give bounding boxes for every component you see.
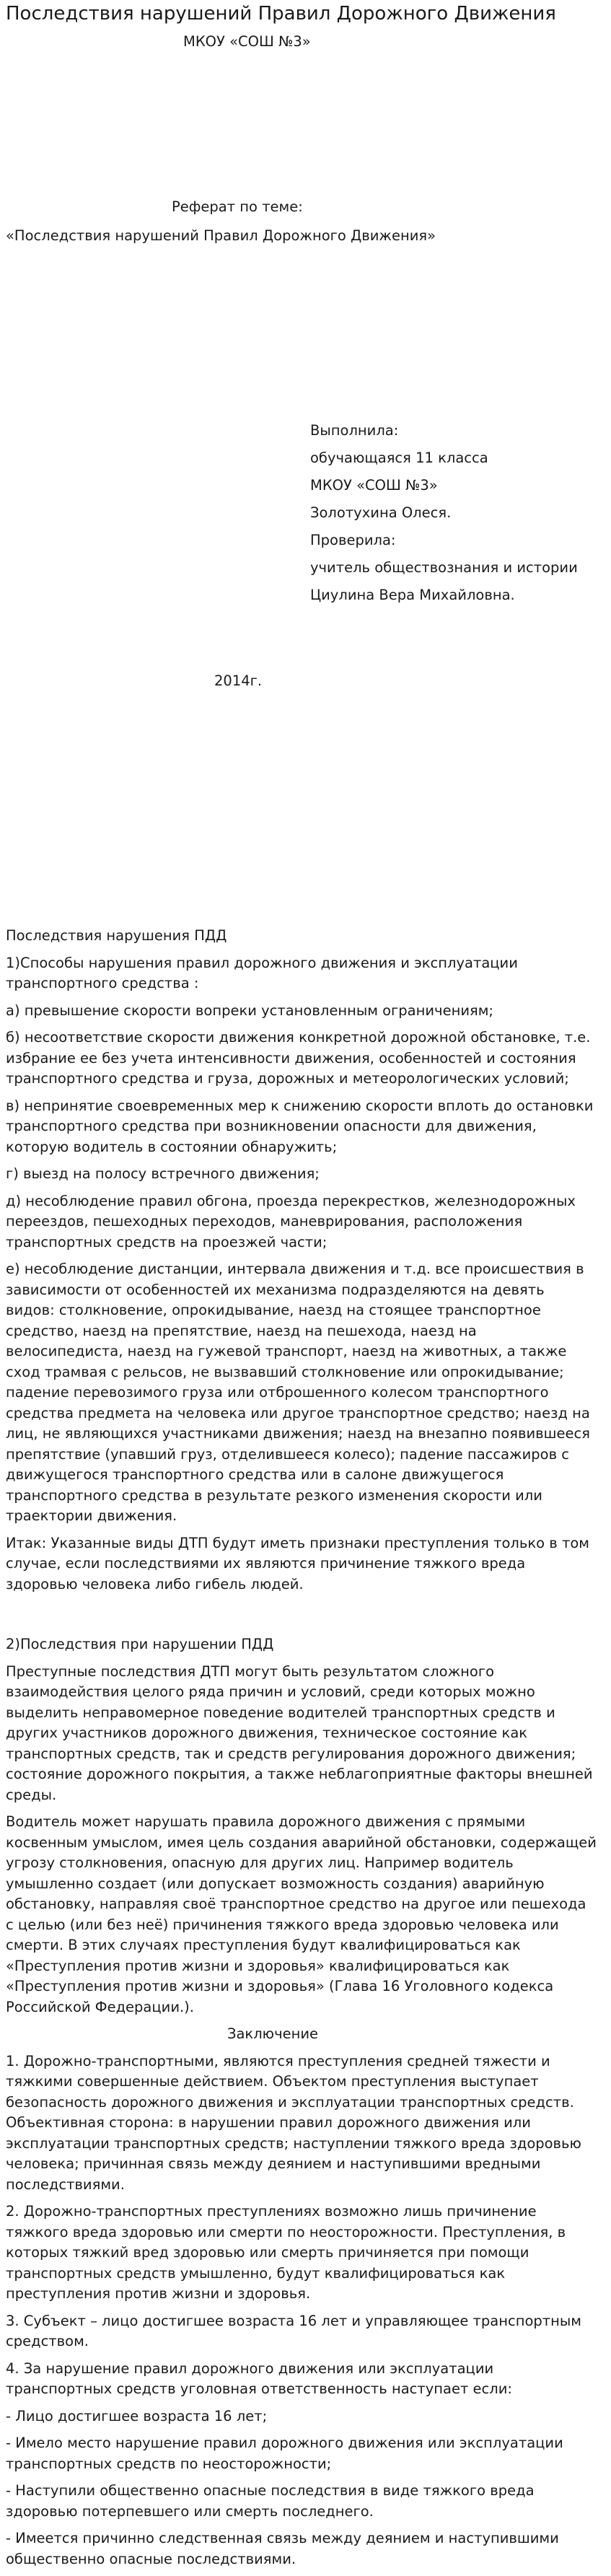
paragraph: 2. Дорожно-транспортных преступлениях возможно лишь причинение тяжкого вреда здоровью или смерти по неосторожности. Преступления, в которых тяжкий вред здоровью или смерть причиняется при помощи транспортных средств умышленно, будут квалифицироваться как преступления против жизни и здоровья. (6, 2203, 566, 2302)
report-topic: «Последствия нарушений Правил Дорожного Движения» (6, 227, 436, 244)
paragraph: 1)Способы нарушения правил дорожного движения и эксплуатации транспортного средства : (6, 954, 518, 991)
author-line: Выполнила: (310, 422, 399, 439)
list-item: в) непринятие своевременных мер к снижению скорости вплоть до остановки транспортного средства при возникновении опасности для движения, которую водитель в состоянии обнаружить; (6, 1097, 594, 1155)
paragraph: 1. Дорожно-транспортными, являются преступления средней тяжести и тяжкими совершенные действием. Объектом преступления выступает безопасность дорожного движения и эксплуатации транспортных средств. Объективная сторона: в нарушении правил дорожного движения или эксплуатации транспортных средств; наступлении тяжкого вреда здоровью человека; причинная связь между деянием и наступившими вредными последствиями. (6, 2052, 581, 2193)
section-heading: 2)Последствия при нарушении ПДД (6, 1636, 274, 1652)
list-item: - Имело место нарушение правил дорожного движения или эксплуатации транспортных средств по неосторожности; (6, 2435, 563, 2472)
conclusion-heading: Заключение (227, 2025, 319, 2042)
author-line: МКОУ «СОШ №3» (310, 477, 438, 494)
author-line: Циулина Вера Михайловна. (310, 587, 515, 603)
author-line: Проверила: (310, 532, 396, 548)
list-item: е) несоблюдение дистанции, интервала движения и т.д. все происшествия в зависимости от особенностей их механизма подразделяются на девять видов: столкновение, опрокидывание, наезд на стоящее транспортное средство, наезд на препятствие, наезд на пешехода, наезд на велосипедиста, наезд на гужевой транспорт, наезд на животных, а также сход трамвая с рельсов, не вызвавший столкновение или опрокидывание; падение перевозимого груза или отброшенного колесом транспортного средства предмета на человека или другое транспортное средство; наезд на лиц, не являющихся участниками движения; наезд на внезапно появившееся препятствие (упавший груз, отделившееся колесо); падение пассажиров с движущегося транспортного средства или в салоне движущегося транспортного средства в результате резкого изменения скорости или траектории движения. (6, 1261, 590, 1524)
list-item: б) несоответствие скорости движения конкретной дорожной обстановке, т.е. избрание ее без учета интенсивности движения, особенностей и состояния транспортного средства и груза, дорожных и метеорологических условий; (6, 1029, 591, 1087)
document-title: Последствия нарушений Правил Дорожного Движения (6, 3, 556, 25)
author-line: Золотухина Олеся. (310, 504, 452, 521)
list-item: а) превышение скорости вопреки установленным ограничениям; (6, 1002, 493, 1019)
paragraph: Водитель может нарушать правила дорожного движения с прямыми косвенным умыслом, имея цель создания аварийной обстановки, содержащей угрозу столкновения, опасную для других лиц. Например водитель умышленно создает (или допускает возможность создания) аварийную обстановку, направляя своё транспортное средство на другое или пешехода с целью (или без неё) причинения тяжкого вреда здоровью человека или смерти. В этих случаях преступления будут квалифицироваться как «Преступления против жизни и здоровья» квалифицироваться как «Преступления против жизни и здоровья» (Глава 16 Уголовного кодекса Российской Федерации.). (6, 1813, 597, 2015)
paragraph: Итак: Указанные виды ДТП будут иметь признаки преступления только в том случае, если последствиями их являются причинение тяжкого вреда здоровью человека либо гибель людей. (6, 1534, 589, 1593)
list-item: - Наступили общественно опасные последствия в виде тяжкого вреда здоровью потерпевшего или смерть последнего. (6, 2482, 535, 2520)
year: 2014г. (214, 673, 263, 689)
paragraph: 4. За нарушение правил дорожного движения или эксплуатации транспортных средств уголовная ответственность наступает если: (6, 2360, 512, 2397)
document-body (6, 926, 597, 2576)
list-item: - Лицо достигшее возраста 16 лет; (6, 2407, 268, 2424)
author-line: учитель обществознания и истории (310, 559, 578, 576)
report-label: Реферат по теме: (172, 198, 303, 215)
author-line: обучающаяся 11 класса (310, 450, 488, 466)
school-name: МКОУ «СОШ №3» (183, 33, 311, 50)
list-item: д) несоблюдение правил обгона, проезда перекрестков, железнодорожных переездов, пешеходных переходов, маневрирования, расположения транспортных средств на проезжей части; (6, 1192, 576, 1250)
list-item: г) выезд на полосу встречного движения; (6, 1165, 320, 1182)
paragraph: Преступные последствия ДТП могут быть результатом сложного взаимодействия целого ряда причин и условий, среди которых можно выделить неправомерное поведение водителей транспортных средств и других участников дорожного движения, техническое состояние как транспортных средств, так и средств регулирования дорожного движения; состояние дорожного покрытия, а также неблагоприятные факторы внешней среды. (6, 1662, 593, 1803)
author-block (310, 421, 578, 613)
list-item: - Имеется причинно следственная связь между деянием и наступившими общественно опасные последствиями. (6, 2530, 559, 2567)
section-heading: Последствия нарушения ПДД (6, 927, 227, 944)
paragraph: 3. Субъект – лицо достигшее возраста 16 лет и управляющее транспортным средством. (6, 2312, 581, 2349)
